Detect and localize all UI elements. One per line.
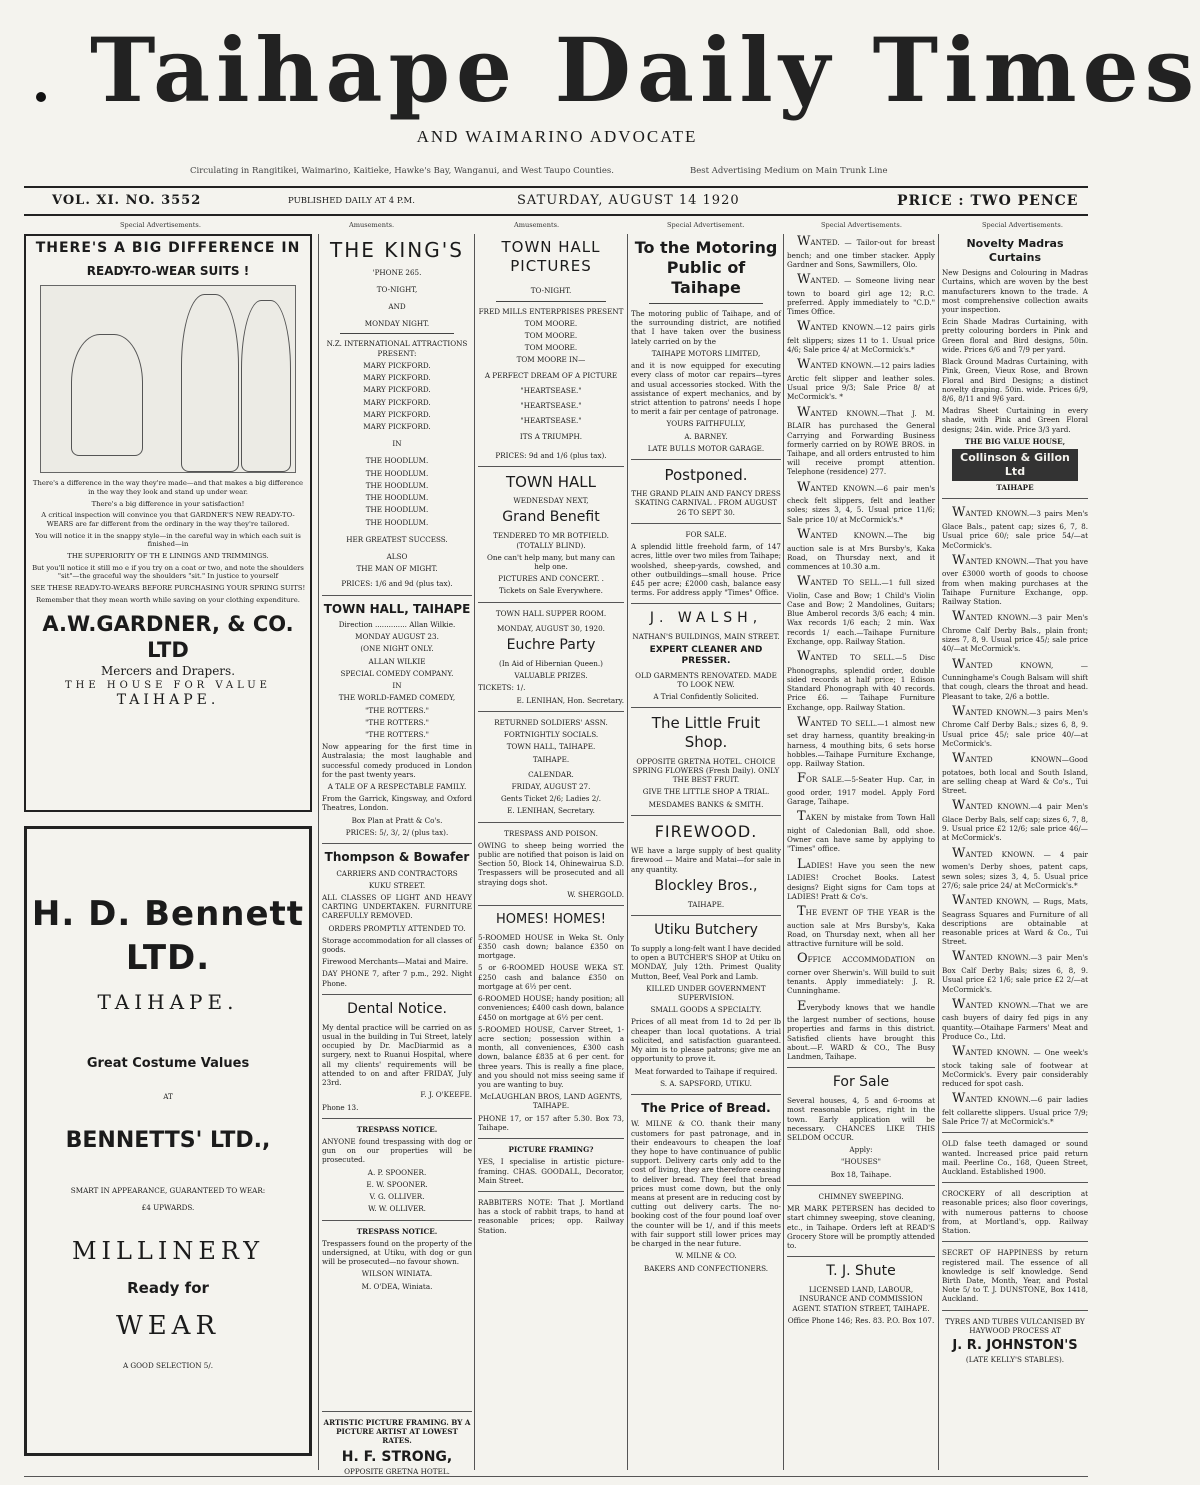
ad-separator: [478, 1191, 624, 1192]
classified-ad: WANTED. — Someone living near town to board girl age 12; R.C. preferred. Apply immediately to "C.D." Times Office.: [787, 272, 935, 317]
bread-heading: The Price of Bread.: [641, 1100, 771, 1115]
tickets-line: TICKETS: 1/.: [478, 683, 526, 693]
column-head: Amusements.: [349, 221, 395, 229]
body-line: You will notice it in the snappy style—in the careful way in which each suit is finished—in: [35, 531, 301, 549]
tendered-line: TENDERED TO MR BOTFIELD. (TOTALLY BLIND).: [493, 531, 609, 550]
rule: [496, 301, 606, 302]
classified-ad: WANTED KNOWN.—12 pairs ladies Arctic felt slipper and leather soles. Usual price 9/3; Sale Price 8/ at McCormick's. *: [787, 357, 935, 402]
classified-ad: TAKEN by mistake from Town Hall night of Caledonian Ball, odd shoe. Owner can have same by applying to "Times" office.: [787, 809, 935, 854]
classified-ad: WANTED KNOWN.—3 pairs Men's Glace Bals., patent cap; sizes 6, 7, 8. Usual price 60/; sale price 54/—at McCormick's.: [942, 505, 1088, 550]
ad-separator: [942, 1310, 1088, 1311]
framing-body: YES, I specialise in artistic picture-framing. CHAS. GOODALL, Decorator, Main Street.: [478, 1157, 624, 1185]
trespass-heading: TRESPASS NOTICE.: [356, 1124, 438, 1134]
hoodlum-line: THE HOODLUM.: [365, 480, 429, 490]
kings-monday: MONDAY NIGHT.: [364, 319, 430, 329]
column-head: Amusements.: [514, 221, 560, 229]
shute-phone: Office Phone 146; Res. 83. P.O. Box 107.: [787, 1315, 935, 1325]
pickford-line: MARY PICKFORD.: [363, 397, 431, 407]
classified-ad: WANTED TO SELL.—1 full sized Violin, Case and Bow; 1 Child's Violin Case and Bow; 2 Mandolines, Guitars; Blue Amberol records 3/6 each; 4 min. Wax records 1/6 each; 2 min. Wax records 1/ each.—Taihape Furniture Exchange, opp. Railway Station.: [787, 574, 935, 646]
rotters-line: IN: [392, 681, 402, 691]
pickford-line: MARY PICKFORD.: [363, 360, 431, 370]
firewood-body: WE have a large supply of best quality firewood — Maire and Matai—for sale in any quantity.: [631, 846, 781, 874]
classified-ad: WANTED KNOWN.—That we are cash buyers of dairy fed pigs in any quantity.—Otaihape Farmers' Meat and Produce Co., Ltd.: [942, 996, 1088, 1041]
postponed-body: THE GRAND PLAIN AND FANCY DRESS SKATING CARNIVAL . FROM AUGUST 26 TO SEPT 30.: [631, 489, 781, 517]
ad-separator: [631, 523, 781, 524]
shute-body: LICENSED LAND, LABOUR, INSURANCE AND COMMISSION AGENT. STATION STREET, TAIHAPE.: [792, 1285, 930, 1313]
town-hall-heading: TOWN HALL: [505, 473, 597, 491]
in-label: IN: [392, 439, 402, 449]
chimney-body: MR MARK PETERSEN has decided to start chimney sweeping, stove cleaning, etc., in Taihape. Orders left at READ'S Grocery Store will be promptly attended to.: [787, 1204, 935, 1250]
shute-heading: T. J. Shute: [826, 1263, 896, 1280]
ad-separator: [478, 602, 624, 603]
garrick-line: From the Garrick, Kingsway, and Oxford Theatres, London.: [322, 794, 472, 813]
circulation-line: Circulating in Rangitikei, Waimarino, Kaitieke, Hawke's Bay, Wanganui, and West Taupo Counties.: [190, 166, 614, 176]
gardner-headline: THERE'S A BIG DIFFERENCE IN: [35, 240, 301, 256]
rotters-line: "THE ROTTERS.": [365, 705, 429, 715]
moore-line: TOM MOORE.: [524, 331, 578, 341]
strong-ad: [322, 1405, 472, 1476]
tagline: Best Advertising Medium on Main Trunk Line: [690, 166, 888, 176]
classified-ad: THE EVENT OF THE YEAR is the auction sale at Mrs Bursby's, Kaka Road, on Thursday next, when all her attractive furniture will be sold.: [787, 903, 935, 949]
classified-ad: WANTED KNOWN, — Rugs, Mats, Seagrass Squares and Furniture of all descriptions are obtainable at reasonable prices at Ward & Co., Tui Street.: [942, 892, 1088, 947]
for-sale-heading: FOR SALE.: [685, 529, 727, 539]
houses-label: "HOUSES": [841, 1157, 881, 1167]
tml-line: TAIHAPE MOTORS LIMITED,: [651, 348, 761, 358]
column-head: Special Advertisements.: [982, 221, 1063, 229]
butchery-body: To supply a long-felt want I have decided to open a BUTCHER'S SHOP at Utiku on MONDAY, July 12th. Primest Quality Mutton, Beef, Veal Pork and Lamb.: [631, 943, 781, 981]
collinson-town: TAIHAPE: [996, 483, 1034, 493]
body-line: SEE THESE READY-TO-WEARS BEFORE PURCHASING YOUR SPRING SUITS!: [30, 584, 306, 593]
killed-line: KILLED UNDER GOVERNMENT SUPERVISION.: [646, 983, 766, 1002]
pictures-heading: TOWN HALL PICTURES: [501, 238, 601, 276]
shergold-signature: W. SHERGOLD.: [567, 889, 624, 899]
spooner-signature: A. P. SPOONER.: [367, 1167, 427, 1177]
prizes-line: VALUABLE PRIZES.: [514, 671, 588, 681]
pictures-concert: PICTURES AND CONCERT. .: [498, 574, 604, 584]
classified-ad: WANTED KNOWN. — One week's stock taking sale of footwear at McCormick's. Every pair considerably reduced for spot cash.: [942, 1044, 1088, 1089]
homes-heading: HOMES! HOMES!: [496, 912, 606, 928]
rotters-text: Now appearing for the first time in Australasia; the most laughable and successful comedy produced in London for the past twenty years.: [322, 742, 472, 779]
classified-ad: LADIES! Have you seen the new LADIES! Crochet Books. Latest designs? Eight signs for Cam tops at LADIES! Pratt & Co's.: [787, 856, 935, 901]
body-line: There's a difference in the way they're made—and that makes a big difference in the way they look and stand up under wear.: [32, 479, 304, 496]
butchery-body-2: Prices of all meat from 1d to 2d per lb cheaper than local quotations. A trial solicited, and satisfaction guaranteed. My aim is to please patrons; give me an opportunity to prove it.: [631, 1017, 781, 1064]
classified-ad: WANTED TO SELL.—1 almost new set dray harness, quantity breaking-in harness, 4 mouthing bits, 6 sets horse hobbles.—Taihape Furniture Exchange, opp. Railway Station.: [787, 714, 935, 769]
column-5: [787, 234, 935, 1474]
rsa-heading: RETURNED SOLDIERS' ASSN.: [494, 717, 608, 727]
column-head: Special Advertisement.: [667, 221, 745, 229]
phone-13: Phone 13.: [322, 1102, 359, 1112]
column-head: Special Advertisements.: [821, 221, 902, 229]
ad-separator: [942, 498, 1088, 499]
classified-ad: OFFICE ACCOMMODATION on corner over Sherwin's. Will build to suit tenants. Apply immediately: J. R. Cunninghame.: [787, 951, 935, 996]
hoodlum-line: THE HOODLUM.: [365, 505, 429, 515]
body-line: A critical inspection will convince you that GARDNER'S NEW READY-TO-WEARS are far different from the ordinary in the way they're tailored.: [41, 511, 295, 529]
ad-separator: [478, 1138, 624, 1139]
rule: [340, 333, 454, 334]
trespass-poison-body: OWING to sheep being worried the public are notified that poison is laid on Section 50, Block 14, Ohinewairua S.D. Trespassers will be prosecuted and all straying dogs shot.: [478, 840, 624, 887]
column-3: [478, 234, 624, 1474]
bennett-town: TAIHAPE.: [97, 990, 239, 1015]
moore-line: TOM MOORE IN—: [516, 355, 586, 365]
classified-ad: WANTED KNOWN.—That you have over £3000 worth of goods to choose from when making purchases at the Taihape Furniture Exchange, opp. Railway Station.: [942, 552, 1088, 607]
fred-mills: FRED MILLS ENTERPRISES PRESENT: [478, 306, 624, 316]
classified-ad: WANTED KNOWN.—6 pair men's check felt slippers, felt and leather soles; sizes 3, 4, 5. Usual price 11/6; Sale price 10/ at McCormick's.*: [787, 479, 935, 524]
rotters-line: ALLAN WILKIE: [368, 656, 426, 666]
mclaughlan-phone: PHONE 17, or 157 after 5.30. Box 73, Taihape.: [478, 1113, 624, 1132]
gardner-ad: [24, 234, 312, 812]
gardner-body: [30, 479, 306, 604]
column-head: Special Advertisements.: [120, 221, 201, 229]
dental-heading: Dental Notice.: [347, 1000, 447, 1017]
rabbiters-note: RABBITERS NOTE: That J. Mortland has a stock of rabbit traps, to hand at reasonable prices; opp. Railway Station.: [478, 1198, 624, 1235]
kings-prices: PRICES: 1/6 and 9d (plus tax).: [341, 579, 453, 589]
hibernian-line: (In Aid of Hibernian Queen.): [499, 658, 603, 668]
masthead-subtitle: AND WAIMARINO ADVOCATE: [416, 127, 698, 146]
framing-heading: PICTURE FRAMING?: [508, 1145, 594, 1155]
standing-man-figure: [241, 300, 291, 472]
pickford-line: MARY PICKFORD.: [363, 422, 431, 431]
body-line: But you'll notice it still mo e if you try on a coat or two, and note the shoulders "sit"—the graceful way the shoulders "sit." In justice to yourself: [32, 563, 304, 581]
body-line: There's a big difference in your satisfaction!: [91, 499, 245, 508]
walsh-heading: J. WALSH,: [649, 610, 763, 627]
fruit-heading: The Little Fruit Shop.: [651, 714, 761, 752]
ad-separator: [942, 1182, 1088, 1183]
supper-room: TOWN HALL SUPPER ROOM.: [495, 608, 607, 618]
bakers-line: BAKERS AND CONFECTIONERS.: [643, 1263, 769, 1273]
chimney-heading: CHIMNEY SWEEPING.: [818, 1191, 904, 1201]
ad-separator: [631, 603, 781, 604]
meat-forwarded: Meat forwarded to Taihape if required.: [634, 1066, 778, 1076]
rotters-line: SPECIAL COMEDY COMPANY.: [340, 668, 454, 678]
sapsford-signature: S. A. SAPSFORD, UTIKU.: [660, 1078, 752, 1088]
ad-separator: [942, 1241, 1088, 1242]
bennett-smart: SMART IN APPEARANCE, GUARANTEED TO WEAR:: [70, 1185, 266, 1195]
column-divider: [627, 234, 628, 1470]
classified-ad: WANTED KNOWN.—6 pair ladies felt collarette slippers. Usual price 7/9; Sale Price 7/ at McCormick's.*: [942, 1091, 1088, 1127]
ad-separator: [787, 1185, 935, 1186]
trespass-heading: TRESPASS NOTICE.: [356, 1226, 438, 1236]
body-line: THE SUPERIORITY OF TH E LININGS AND TRIMMINGS.: [67, 552, 269, 561]
fruit-body: OPPOSITE GRETNA HOTEL. CHOICE SPRING FLOWERS (Fresh Daily). ONLY THE BEST FRUIT.: [632, 756, 780, 785]
trespass-body: Trespassers found on the property of the undersigned, at Utiku, with dog or gun will be prosecuted—no favour shown.: [322, 1238, 472, 1267]
gardner-trade: Mercers and Drapers.: [100, 664, 236, 679]
body-line: Remember that they mean worth while saving on your clothing expenditure.: [36, 595, 300, 604]
madras-line: Ecin Shade Madras Curtaining, with pretty colouring borders in Pink and Green floral and Bird designs, 50in. wide. Prices 6/6 and 7/9 per yard.: [942, 317, 1088, 354]
ad-separator: [631, 707, 781, 708]
ad-separator: [631, 459, 781, 460]
classified-ad: WANTED KNOWN.—The big auction sale is at Mrs Bursby's, Kaka Road, on Thursday next, and it commences at 10.30 a.m.: [787, 526, 935, 571]
rotters-heading: TOWN HALL, TAIHAPE: [323, 601, 471, 616]
column-divider: [783, 234, 784, 1470]
big-value-house: THE BIG VALUE HOUSE,: [964, 436, 1066, 446]
rule-bottom: [24, 214, 1088, 216]
for-sale-body: Several houses, 4, 5 and 6-rooms at most reasonable prices, right in the town. Early application will be necessary. CHANCES LIKE THIS SELDOM OCCUR.: [787, 1096, 935, 1143]
column-1: [24, 234, 312, 1474]
moore-line: TOM MOORE.: [524, 318, 578, 328]
rsa-line: TAIHAPE.: [532, 754, 570, 764]
rsa-line: TOWN HALL, TAIHAPE.: [506, 742, 596, 752]
perfect-dream: A PERFECT DREAM OF A PICTURE: [484, 370, 618, 380]
ad-separator: [322, 843, 472, 844]
classified-ad: WANTED KNOWN.—3 pairs Men's Chrome Calf Derby Bals.; sizes 6, 8, 9. Usual price 45/; sale price 40/—at McCormick's.: [942, 703, 1088, 748]
gardner-house: THE HOUSE FOR VALUE: [65, 679, 271, 691]
classified-ad: WANTED KNOWN.—That J. M. BLAIR has purchased the General Carrying and Forwarding Business formerly carried on by ROWE BROS. in Taihape, and all orders entrusted to him will receive prompt attention. Telephone (residence) 277.: [787, 404, 935, 477]
ad-separator: [631, 815, 781, 816]
pictures-tonight: TO-NIGHT.: [530, 286, 572, 296]
kings-tonight: TO-NIGHT,: [376, 284, 418, 294]
thompson-line: DAY PHONE 7, after 7 p.m., 292. Night Phone.: [322, 969, 472, 988]
ad-separator: [631, 1094, 781, 1095]
trial-solicited: A Trial Confidently Solicited.: [653, 692, 759, 702]
column-6: [942, 234, 1088, 1474]
column-2: [322, 234, 472, 1474]
winiata-signature: M. O'DEA, Winiata.: [361, 1281, 433, 1291]
ad-separator: [478, 905, 624, 906]
one-cant-line: One can't help many, but many can help one.: [486, 552, 616, 571]
blockley-heading: Blockley Bros.,: [654, 877, 758, 894]
okeefe-signature: F. J. O'KEEFE.: [420, 1090, 472, 1100]
hoodlum-line: THE HOODLUM.: [365, 468, 429, 478]
column-divider: [474, 234, 475, 1470]
yours-faithfully: YOURS FAITHFULLY,: [666, 419, 746, 429]
column-heads: [24, 221, 1088, 233]
postponed-heading: Postponed.: [664, 466, 748, 485]
hoodlum-line: THE HOODLUM.: [365, 517, 429, 527]
madras-line: Black Ground Madras Curtaining, with Pink, Green, Vieux Rose, and Brown Floral and Bird Designs; a distinct novelty draping. 50in. wide. Prices 6/9, 8/6, 8/11 and 9/6 yard.: [942, 357, 1088, 403]
mclaughlan-line: McLAUGHLAN BROS, LAND AGENTS, TAIHAPE.: [479, 1092, 623, 1111]
rotters-line: "THE ROTTERS.": [365, 729, 429, 739]
kelly-stables: (LATE KELLY'S STABLES).: [965, 1354, 1065, 1364]
secret-ad: SECRET OF HAPPINESS by return registered mail. The essence of all knowledge is self knowledge. Send Birth Date, Month, Year, and Postal Note 5/ to T. J. DUNSTONE, Box 1418, Auckland.: [942, 1248, 1088, 1304]
page-bottom-rule: [24, 1476, 1088, 1477]
heartsease-line: "HEARTSEASE.": [520, 416, 582, 426]
pickford-line: MARY PICKFORD.: [363, 373, 431, 383]
thompson-line: Firewood Merchants—Matai and Maire.: [322, 957, 469, 967]
give-trial: GIVE THE LITTLE SHOP A TRIAL.: [642, 787, 770, 797]
rotters-line: MONDAY AUGUST 23.: [355, 632, 439, 642]
rotters-line: Direction .............. Allan Wilkie.: [338, 619, 456, 629]
ad-separator: [322, 595, 472, 596]
standing-man-figure: [181, 294, 239, 472]
spooner-signature: W. W. OLLIVER.: [368, 1204, 426, 1214]
strong-address: OPPOSITE GRETNA HOTEL.: [344, 1466, 450, 1476]
ad-separator: [322, 994, 472, 995]
collinson-logo: Collinson & Gillon Ltd: [952, 449, 1078, 481]
ad-separator: [942, 1132, 1088, 1133]
thompson-line: ALL CLASSES OF LIGHT AND HEAVY CARTING UNDERTAKEN. FURNITURE CAREFULLY REMOVED.: [322, 892, 472, 921]
rotters-prices: PRICES: 5/, 3/, 2/ (plus tax).: [345, 827, 449, 837]
seated-man-figure: [71, 334, 143, 456]
classified-ad: FOR SALE.—5-Seater Hup. Car, in good order, 1917 model. Apply Ford Garage, Taihape.: [787, 771, 935, 807]
gardner-name: A.W.GARDNER, & CO. LTD: [42, 611, 294, 663]
barney-signature: A. BARNEY.: [684, 431, 728, 441]
johnstons-name: J. R. JOHNSTON'S: [952, 1338, 1078, 1354]
homes-line: 5-ROOMED HOUSE in Weka St. Only £350 cash down; balance £350 on mortgage.: [478, 932, 624, 961]
winiata-signature: WILSON WINIATA.: [361, 1269, 433, 1279]
classified-ad: WANTED KNOWN.—3 pair Men's Chrome Calf Derby Bals., plain front; sizes 7, 8, 9. Usual price 45/; sale price 40/—at McCormick's.: [942, 609, 1088, 654]
issue-price: PRICE : TWO PENCE: [897, 193, 1079, 209]
motoring-body: The motoring public of Taihape, and of the surrounding district, are notified that I have taken over the business lately carried on by the: [631, 309, 781, 346]
pickford-line: MARY PICKFORD.: [363, 409, 431, 419]
ad-separator: [787, 1067, 935, 1068]
bennett-values: Great Costume Values: [86, 1055, 250, 1071]
motoring-body-2: and it is now equipped for executing every class of motor car repairs—tyres and usual accessories stocked. With the assistance of expert mechanics, and by strict attention to patrons' needs I hope to merit a fair per centage of patronage.: [631, 361, 781, 417]
millinery-heading: MILLINERY: [71, 1237, 265, 1266]
ad-separator: [322, 1411, 472, 1412]
for-sale-heading: For Sale: [832, 1074, 890, 1091]
lenihan-signature: E. LENIHAN, Secretary.: [507, 806, 595, 816]
rsa-line: FORTNIGHTLY SOCIALS.: [503, 730, 599, 740]
bennett-store: BENNETTS' LTD.,: [65, 1128, 271, 1154]
thompson-heading: Thompson & Bowafer: [324, 850, 470, 865]
banks-smith: MESDAMES BANKS & SMITH.: [648, 799, 764, 809]
lenihan-signature: E. LENIHAN, Hon. Secretary.: [516, 695, 624, 705]
greatest-success: HER GREATEST SUCCESS.: [346, 534, 448, 544]
madras-line: Madras Sheet Curtaining in every shade, with Pink and Green Floral designs; 24in. wide. Price 3/3 yard.: [942, 406, 1088, 434]
kings-phone: 'PHONE 265.: [372, 267, 422, 277]
respectable-family: A TALE OF A RESPECTABLE FAMILY.: [327, 782, 467, 792]
hoodlum-line: THE HOODLUM.: [365, 456, 429, 466]
farm-body: A splendid little freehold farm, of 147 acres, little over two miles from Taihape; woolshed, sheep-yards, cowshed, and other outbuildings—small house. Price £45 per acre; £2000 cash, balance easy terms. For address apply "Times" Office.: [631, 542, 781, 598]
classified-ad: WANTED TO SELL.—5 Disc Phonographs, splendid order, double sided records at half price; 1 Edison Standard Phonograph with 40 records. Price £6. — Taihape Furniture Exchange, opp. Railway Station.: [787, 649, 935, 712]
apply-label: Apply:: [849, 1145, 873, 1155]
hoodlum-line: THE HOODLUM.: [365, 493, 429, 503]
calendar-label: CALENDAR.: [528, 769, 574, 779]
teeth-ad: OLD false teeth damaged or sound wanted. Increased price paid return mail. Peerline Co., 168, Queen Street, Auckland. Established 1900.: [942, 1139, 1088, 1176]
column-divider: [318, 234, 319, 1470]
ad-separator: [478, 466, 624, 467]
monday-august: MONDAY, AUGUST 30, 1920.: [497, 623, 605, 633]
kings-heading: THE KING'S: [330, 238, 464, 262]
ad-separator: [478, 711, 624, 712]
classified-ad: WANTED KNOWN, — Cunninghame's Cough Balsam will shift that cough, clears the throat and head. Pleasant to take, 2/6 a bottle.: [942, 656, 1088, 701]
walsh-address: NATHAN'S BUILDINGS, MAIN STREET.: [632, 632, 780, 642]
heartsease-line: "HEARTSEASE.": [520, 401, 582, 411]
tyres-ad: TYRES AND TUBES VULCANISED BY HAYWOOD PROCESS AT: [945, 1316, 1085, 1335]
column-4: [631, 234, 781, 1474]
trespass-body: ANYONE found trespassing with dog or gun on our properties will be prosecuted.: [322, 1137, 472, 1165]
smallgoods-line: SMALL GOODS A SPECIALTY.: [650, 1005, 762, 1015]
homes-line: 6-ROOMED HOUSE; handy position; all conveniences; £400 cash down, balance £450 on mortgage at 6½ per cent.: [478, 994, 624, 1022]
kings-and: AND: [388, 302, 406, 312]
triumph-line: ITS A TRIUMPH.: [519, 431, 583, 441]
column-divider: [938, 234, 939, 1470]
classified-ad: WANTED KNOWN.—12 pairs girls felt slippers; sizes 11 to 1. Usual price 4/6; Sale price 4/ at McCormick's.*: [787, 319, 935, 355]
expert-cleaner: EXPERT CLEANER AND PRESSER.: [649, 644, 763, 667]
classified-ad: WANTED. — Tailor-out for breast bench; and one timber stacker. Apply Gardner and Sons, Sawmillers, Olo.: [787, 234, 935, 269]
homes-line: 5 or 6-ROOMED HOUSE WEKA ST. £250 cash and balance £350 on mortgage at 6½ per cent.: [478, 963, 624, 991]
bennett-name: H. D. Bennett LTD.: [31, 894, 305, 978]
also-label: ALSO: [386, 551, 408, 561]
issue-date: SATURDAY, AUGUST 14 1920: [517, 193, 740, 208]
wear-heading: WEAR: [115, 1310, 221, 1341]
man-of-might: THE MAN OF MIGHT.: [356, 564, 438, 574]
crockery-ad: CROCKERY of all description at reasonable prices; also floor coverings, with numerous patterns to choose from, at Mortland's, opp. Railway Station.: [942, 1189, 1088, 1236]
spooner-signature: E. W. SPOONER.: [366, 1179, 428, 1189]
rotters-line: THE WORLD-FAMED COMEDY,: [338, 693, 456, 703]
motoring-heading: To the Motoring Public of Taihape: [634, 238, 778, 297]
dental-body: My dental practice will be carried on as usual in the building in Tui Street, lately occupied by Dr. MacDiarmid as a surgery, next to Ruanui Hospital, where all my clients' requirements will be attended to on and after FRIDAY, July 23rd.: [322, 1022, 472, 1088]
volume-number: VOL. XI. NO. 3552: [52, 193, 202, 208]
gents-line: Gents Ticket 2/6; Ladies 2/.: [500, 794, 602, 804]
strong-name: H. F. STRONG,: [341, 1448, 453, 1465]
issue-bar: [24, 190, 1088, 214]
pictures-prices: PRICES: 9d and 1/6 (plus tax).: [495, 450, 607, 460]
bread-body: W. MILNE & CO. thank their many customers for past patronage, and in their endeavours to cheapen the loaf they hope to have continuance of public support. Delivery carts only add to the cost of living, they are therefore ceasing to deliver bread. They feel that bread prices must come down, but the only means at present are in reducing cost by cutting out delivery carts. The no-booking cost of the four pound loaf over the counter will be 1/, and if this meets with fair support still lower prices may be charged in the near future.: [631, 1119, 781, 1249]
ad-separator: [322, 1220, 472, 1221]
rule-top: [24, 186, 1088, 188]
friday-line: FRIDAY, AUGUST 27.: [511, 781, 591, 791]
carriers-line: CARRIERS AND CONTRACTORS: [336, 868, 458, 878]
homes-line: 5-ROOMED HOUSE, Carver Street, 1-acre section; possession within a month, all conveniences, £300 cash down, balance £835 at 6 per cent. for three years. This is really a fine place, and you should not miss seeing same if you are wanting to buy.: [478, 1024, 624, 1090]
nz-attractions: N.Z. INTERNATIONAL ATTRACTIONS PRESENT:: [326, 339, 468, 358]
good-selection: A GOOD SELECTION 5/.: [122, 1361, 214, 1371]
rotters-line: (ONE NIGHT ONLY.: [360, 644, 434, 654]
ready-for: Ready for: [127, 1278, 209, 1297]
benefit-heading: Grand Benefit: [502, 509, 600, 526]
strong-intro: ARTISTIC PICTURE FRAMING. BY A PICTURE ARTIST AT LOWEST RATES.: [323, 1418, 471, 1446]
gardner-town: TAIHAPE.: [116, 692, 220, 709]
old-garments: OLD GARMENTS RENOVATED. MADE TO LOOK NEW.: [635, 670, 777, 689]
pickford-line: MARY PICKFORD.: [363, 385, 431, 395]
ad-separator: [787, 1256, 935, 1257]
suit-illustration: [40, 285, 296, 473]
thompson-line: ORDERS PROMPTLY ATTENDED TO.: [328, 923, 466, 933]
blockley-town: TAIHAPE.: [687, 899, 725, 909]
euchre-heading: Euchre Party: [506, 637, 596, 654]
published-note: PUBLISHED DAILY AT 4 P.M.: [288, 196, 415, 206]
kuku-street: KUKU STREET.: [368, 880, 426, 890]
box-18: Box 18, Taihape.: [830, 1169, 892, 1179]
tickets-sale: Tickets on Sale Everywhere.: [499, 586, 603, 596]
madras-heading: Novelty Madras Curtains: [966, 237, 1064, 265]
trespass-poison-heading: TRESPASS AND POISON.: [504, 828, 598, 838]
classified-ad: Everybody knows that we handle the largest number of sections, house properties and farms in this district. Satisfied clients have brought this about.—F. WARD & CO., The Busy Landmen, Taihape.: [787, 998, 935, 1062]
spooner-signature: V. G. OLLIVER.: [369, 1192, 425, 1202]
heartsease-line: "HEARTSEASE.": [520, 385, 582, 395]
classified-ad: WANTED KNOWN.—4 pair Men's Glace Derby Bals, self cap; sizes 6, 7, 8, 9. Usual price £2 12/6; sale price 46/—at McCormick's.: [942, 798, 1088, 843]
classified-ad: WANTED KNOWN. — 4 pair women's Derby shoes, patent caps, sewn soles; sizes 3, 4, 5. Usual price 27/6; sale price 24/ at McCormick's.*: [942, 845, 1088, 890]
madras-line: New Designs and Colouring in Madras Curtains, which are woven by the best manufacturers known to the trade. A most comprehensive collection awaits your inspection.: [942, 268, 1088, 315]
decorative-dot: [36, 92, 46, 102]
box-plan: Box Plan at Pratt & Co's.: [351, 815, 443, 825]
gardner-subhead: READY-TO-WEAR SUITS !: [86, 263, 250, 278]
firewood-heading: FIREWOOD.: [654, 821, 758, 841]
rotters-line: "THE ROTTERS.": [365, 717, 429, 727]
ad-separator: [322, 1118, 472, 1119]
rule: [649, 303, 763, 304]
bennett-at: AT: [163, 1092, 173, 1102]
ad-separator: [631, 915, 781, 916]
ad-separator: [478, 822, 624, 823]
moore-line: TOM MOORE.: [524, 343, 578, 353]
classified-ad: WANTED KNOWN—Good potatoes, both local and South Island, are selling cheap at Ward & Co's., Tui Street.: [942, 751, 1088, 796]
classified-ad: WANTED KNOWN.—3 pair Men's Box Calf Derby Bals; sizes 6, 8, 9. Usual price £2 1/6; sale price £2 2/—at McCormick's.: [942, 949, 1088, 994]
bennett-ad: [24, 826, 312, 1456]
masthead-title: Taihape Daily Times: [90, 18, 1200, 122]
bulls-garage: LATE BULLS MOTOR GARAGE.: [647, 443, 765, 453]
butchery-heading: Utiku Butchery: [654, 921, 758, 938]
thompson-line: Storage accommodation for all classes of goods.: [322, 935, 473, 955]
milne-signature: W. MILNE & CO.: [675, 1251, 737, 1261]
bennett-price: £4 UPWARDS.: [141, 1202, 195, 1212]
wednesday-next: WEDNESDAY NEXT,: [513, 496, 589, 506]
